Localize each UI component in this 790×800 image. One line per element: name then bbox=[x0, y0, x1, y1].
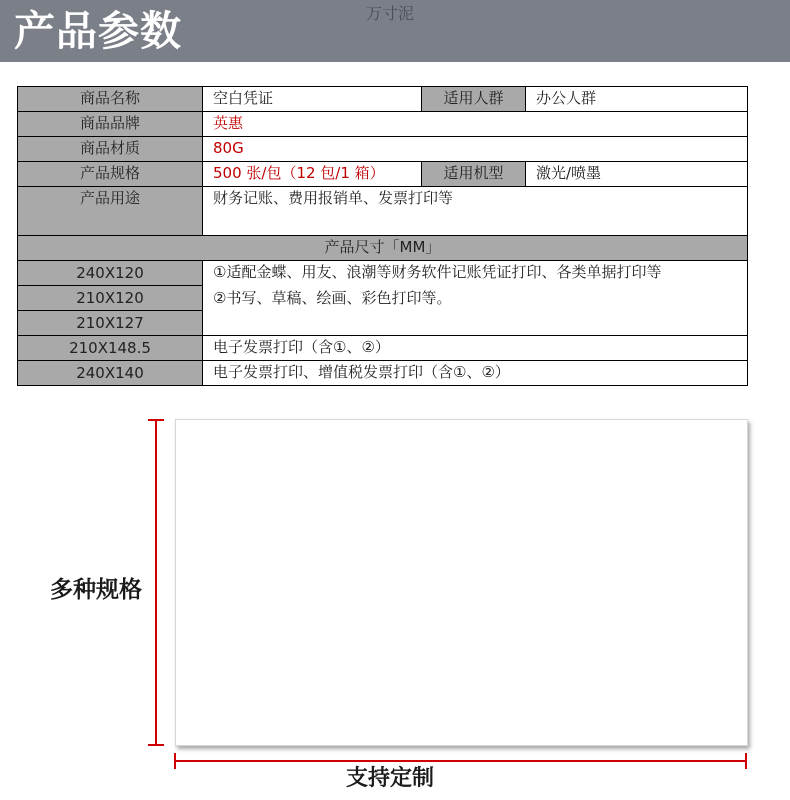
table-row bbox=[18, 336, 748, 361]
spec-table bbox=[17, 86, 748, 386]
size-cell: 240X120 bbox=[18, 261, 203, 286]
custom-support-label: 支持定制 bbox=[346, 766, 435, 791]
section-row bbox=[18, 236, 748, 261]
height-dimension-line bbox=[155, 420, 157, 746]
shared-use-cell bbox=[203, 261, 748, 336]
row-value: 激光/喷墨 bbox=[526, 162, 748, 187]
brand-value: 英惠 bbox=[203, 112, 748, 137]
dimension-cap-bottom bbox=[148, 744, 164, 746]
size-cell: 240X140 bbox=[18, 361, 203, 386]
width-dimension-line bbox=[175, 760, 746, 762]
table-row bbox=[18, 187, 748, 236]
row-label: 商品材质 bbox=[18, 137, 203, 162]
multi-size-label: 多种规格 bbox=[50, 577, 142, 603]
size-section-title: 产品尺寸「MM」 bbox=[18, 236, 748, 261]
row-label: 商品品牌 bbox=[18, 112, 203, 137]
page-title: 产品参数 bbox=[14, 7, 182, 55]
table-row bbox=[18, 87, 748, 112]
blank-paper-sheet bbox=[175, 419, 748, 746]
row-value: 办公人群 bbox=[526, 87, 748, 112]
table-row bbox=[18, 361, 748, 386]
table-row bbox=[18, 162, 748, 187]
header-banner bbox=[0, 0, 790, 62]
row-label: 产品用途 bbox=[18, 187, 203, 236]
table-row bbox=[18, 261, 748, 286]
usage-value: 财务记账、费用报销单、发票打印等 bbox=[203, 187, 748, 236]
size-use-cell: 电子发票打印、增值税发票打印（含①、②） bbox=[203, 361, 748, 386]
size-cell: 210X120 bbox=[18, 286, 203, 311]
size-cell: 210X148.5 bbox=[18, 336, 203, 361]
table-row bbox=[18, 112, 748, 137]
table-row bbox=[18, 137, 748, 162]
size-use-cell: 电子发票打印（含①、②） bbox=[203, 336, 748, 361]
shared-use-line: ②书写、草稿、绘画、彩色打印等。 bbox=[213, 289, 452, 307]
size-cell: 210X127 bbox=[18, 311, 203, 336]
row-value: 空白凭证 bbox=[203, 87, 422, 112]
material-value: 80G bbox=[203, 137, 748, 162]
spec-value: 500 张/包（12 包/1 箱） bbox=[203, 162, 422, 187]
shared-use-line: ①适配金蝶、用友、浪潮等财务软件记账凭证打印、各类单据打印等 bbox=[213, 263, 662, 281]
row-label: 商品名称 bbox=[18, 87, 203, 112]
row-label: 适用机型 bbox=[422, 162, 526, 187]
watermark-text: 万寸泥 bbox=[366, 4, 415, 23]
row-label: 产品规格 bbox=[18, 162, 203, 187]
dimension-cap-right bbox=[745, 753, 747, 769]
row-label: 适用人群 bbox=[422, 87, 526, 112]
